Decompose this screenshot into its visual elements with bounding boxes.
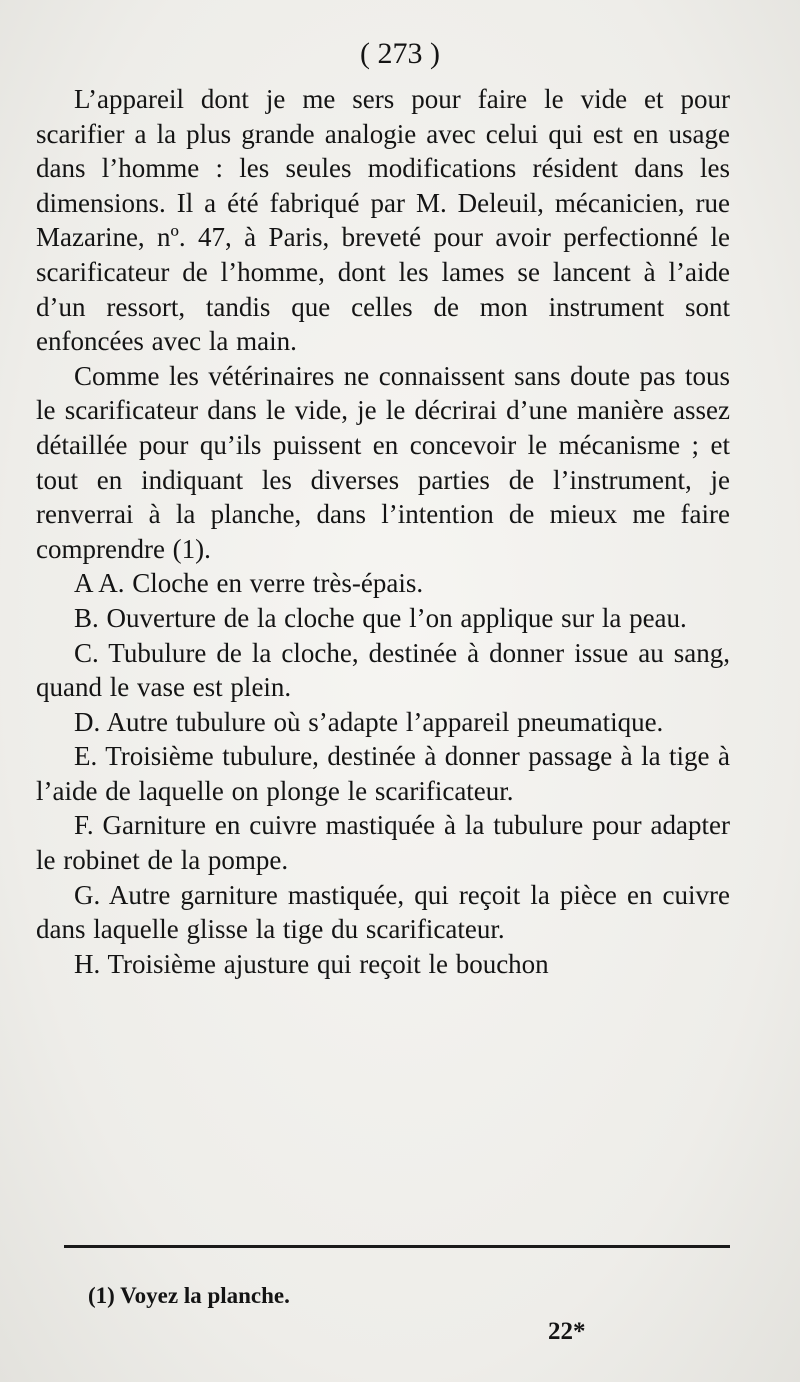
signature-mark: 22*: [548, 1318, 586, 1345]
page-number: ( 273 ): [360, 37, 440, 70]
legend-item-d: D. Autre tubulure où s’adapte l’appareil pneumatique.: [74, 706, 664, 737]
legend-item-b: B. Ouverture de la cloche que l’on applique sur la peau.: [74, 602, 687, 633]
paragraph-veterinaires: Comme les vétérinaires ne connaissent sans doute pas tous le scarificateur dans le vide, je le décrirai d’une manière assez détaillée pour qu’ils puissent en concevoir le mécanisme ; et tout en indiquant les diverses parties de l’instrument, je renverrai à la planche, dans l’intention de mieux me faire comprendre (1).: [36, 360, 730, 564]
legend-item-f: F. Garniture en cuivre mastiquée à la tubulure pour adapter le robinet de la pompe.: [36, 810, 730, 876]
paragraph-appareil: L’appareil dont je me sers pour faire le vide et pour scarifier a la plus grande analogie avec celui qui est en usage dans l’homme : les seules modifications résident dans les dimensions. Il a été fabriqué par M. Deleuil, mécanicien, rue Mazarine, nº. 47, à Paris, breveté pour avoir perfectionné le scarificateur de l’homme, dont les lames se lancent à l’aide d’un ressort, tandis que celles de mon instrument sont enfoncées avec la main.: [36, 84, 730, 357]
legend-item-e: E. Troisième tubulure, destinée à donner passage à la tige à l’aide de laquelle on plonge le scarificateur.: [36, 741, 730, 806]
legend-item-g: G. Autre garniture mastiquée, qui reçoit la pièce en cuivre dans laquelle glisse la tige du scarificateur.: [36, 879, 730, 945]
legend-item-c: C. Tubulure de la cloche, destinée à donner issue au sang, quand le vase est plein.: [36, 637, 730, 703]
body-text: [36, 82, 730, 981]
legend-item-a: A A. Cloche en verre très-épais.: [74, 568, 424, 599]
footnote: (1) Voyez la planche.: [88, 1283, 290, 1308]
legend-item-h: H. Troisième ajusture qui reçoit le bouchon: [74, 948, 549, 979]
footnote-divider: [64, 1245, 730, 1248]
